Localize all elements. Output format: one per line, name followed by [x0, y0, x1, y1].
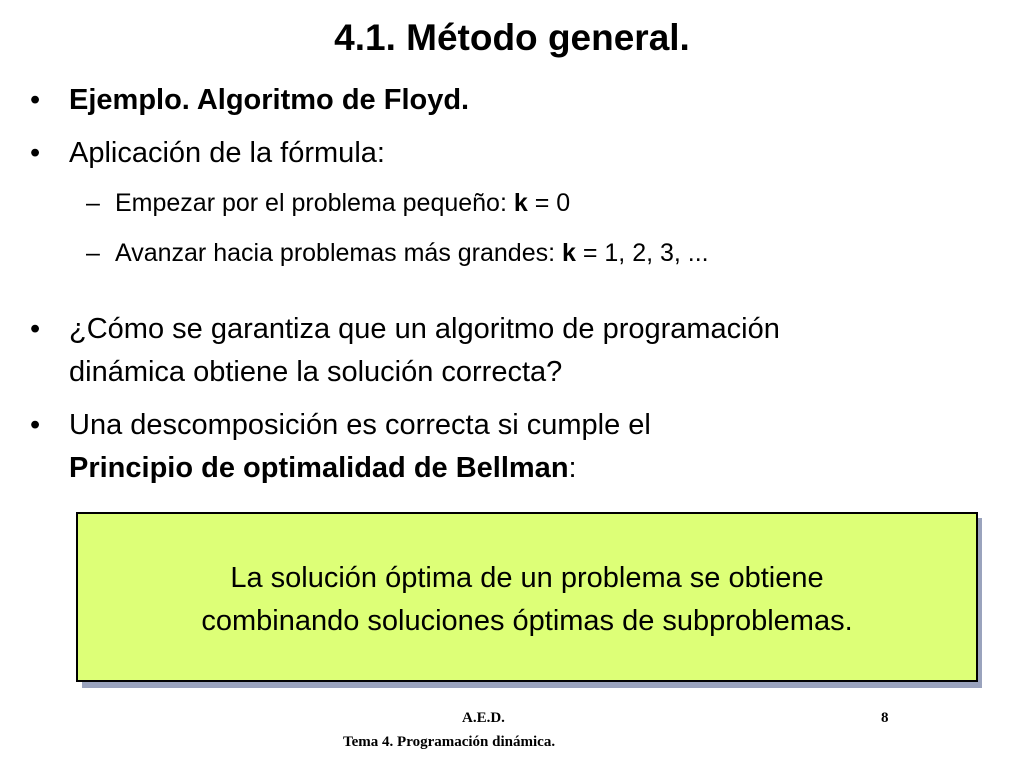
bullet-example-text: Ejemplo. Algoritmo de Floyd. [69, 84, 470, 116]
bullet-decomposition-line2 [69, 451, 577, 486]
dash-mark: – [86, 189, 100, 217]
callout-line1: La solución óptima de un problema se obtiene [230, 562, 824, 594]
subbullet-text: Empezar por el problema pequeño: [115, 189, 514, 217]
bullet-formula-text: Aplicación de la fórmula: [69, 137, 385, 169]
bullet-question-line2: dinámica obtiene la solución correcta? [69, 356, 563, 388]
variable-k: k [562, 239, 576, 267]
subbullet-value: = 0 [527, 189, 571, 217]
slide-title: 4.1. Método general. [334, 17, 690, 58]
bellman-principle: Principio de optimalidad de Bellman [69, 452, 569, 484]
subbullet-advance-text [115, 238, 709, 268]
callout-box [76, 512, 978, 682]
dash-mark: – [86, 239, 100, 267]
bullet-mark: • [30, 409, 41, 441]
bullet-mark: • [30, 84, 41, 116]
bullet-decomposition-line1: Una descomposición es correcta si cumple el [69, 409, 651, 441]
footer-page-number: 8 [881, 710, 889, 726]
subbullet-text: Avanzar hacia problemas más grandes: [115, 239, 562, 267]
footer-topic: Tema 4. Programación dinámica. [343, 734, 556, 750]
bullet-mark: • [30, 313, 41, 345]
colon: : [568, 452, 577, 484]
subbullet-value: = 1, 2, 3, ... [575, 239, 709, 267]
subbullet-start-small-text [115, 188, 570, 218]
footer-course: A.E.D. [462, 710, 505, 726]
bullet-question-line1: ¿Cómo se garantiza que un algoritmo de programación [69, 313, 780, 345]
callout-line2: combinando soluciones óptimas de subproblemas. [201, 605, 853, 637]
bullet-mark: • [30, 137, 41, 169]
variable-k: k [513, 189, 528, 217]
